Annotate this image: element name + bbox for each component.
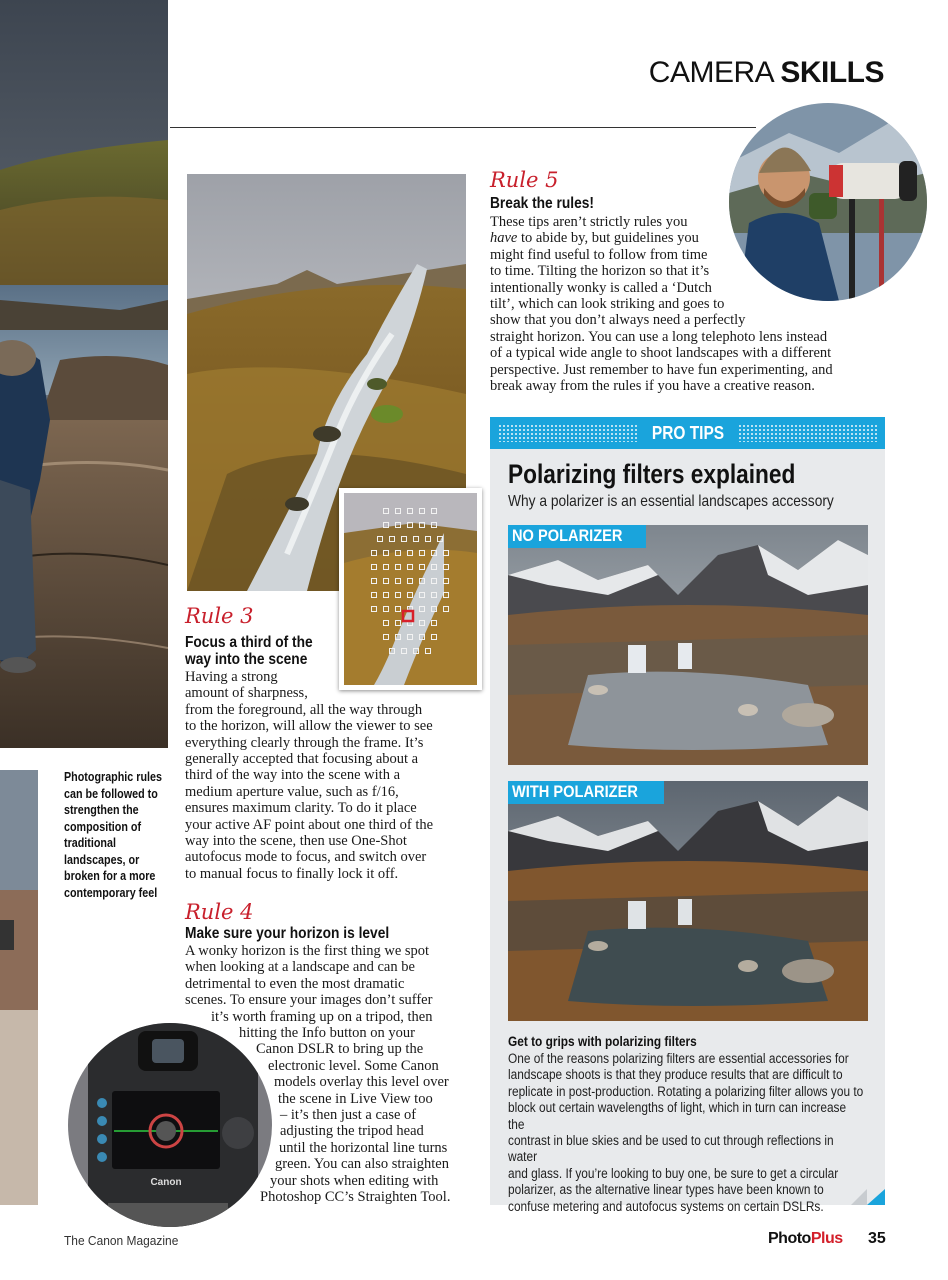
- text-line: ensures maximum clarity. To do it place: [185, 800, 417, 817]
- pro-tips-subtitle: Why a polarizer is an essential landscapes accessory: [508, 493, 834, 510]
- footer-brand-logo: [768, 1230, 843, 1248]
- text-line: have to abide by, but guidelines you: [490, 230, 699, 247]
- caption-line: broken for a more: [64, 869, 156, 883]
- text-line: perspective. Just remember to have fun experimenting, and: [490, 361, 833, 378]
- page-number: 35: [868, 1230, 886, 1247]
- text-line: landscape shoots is that they produce results that are difficult to: [508, 1067, 843, 1083]
- text-line: amount of sharpness,: [185, 685, 308, 702]
- coast-hiker-photo: [0, 0, 168, 748]
- rule-4-heading: Make sure your horizon is level: [185, 925, 390, 942]
- text-line: to time. Tilting the horizon so that it’s: [490, 263, 710, 280]
- section-title-bold: SKILLS: [780, 56, 884, 89]
- text-line: medium aperture value, such as f/16,: [185, 783, 399, 800]
- rule-3-heading: [185, 634, 340, 668]
- text-line: Having a strong: [185, 669, 278, 685]
- rule-4-number: Rule 4: [185, 900, 254, 924]
- text-line: contrast in blue skies and be used to cut through reflections in water: [508, 1133, 834, 1165]
- text-line: scenes. To ensure your images don’t suffer: [185, 992, 433, 1009]
- heading-line: way into the scene: [185, 651, 308, 668]
- text-line: intentionally wonky is called a ‘Dutch: [490, 279, 712, 296]
- text-line: tilt’, which can look striking and goes to: [490, 296, 725, 313]
- text-line: your shots when editing with: [270, 1172, 439, 1189]
- photo-caption: [64, 769, 160, 901]
- caption-line: landscapes, or: [64, 852, 140, 867]
- text-line: third of the way into the scene with a: [185, 767, 401, 784]
- banner-dots-right: [738, 424, 878, 442]
- pro-tips-body: [508, 1051, 864, 1215]
- text-line: show that you don’t always need a perfectly: [490, 312, 746, 329]
- brand-part-2: Plus: [810, 1230, 843, 1247]
- text-line: your active AF point about one third of the: [185, 816, 434, 833]
- brand-part-1: Photo: [768, 1230, 811, 1247]
- text-line: it’s worth framing up on a tripod, then: [211, 1008, 433, 1025]
- text-line: electronic level. Some Canon: [268, 1057, 439, 1074]
- pro-tips-title: Polarizing filters explained: [508, 459, 796, 489]
- corner-decoration: [851, 1189, 885, 1205]
- rule-5-heading: Break the rules!: [490, 195, 595, 212]
- text-line: adjusting the tripod head: [280, 1123, 424, 1140]
- text-line: hitting the Info button on your: [239, 1025, 415, 1042]
- pro-tips-box: [490, 417, 885, 1214]
- pro-tips-banner: [490, 417, 885, 449]
- text-line: confuse metering and autofocus systems on certain DSLRs.: [508, 1198, 824, 1214]
- text-line: replicate in post-production. Rotating a polarizing filter allows you to: [508, 1083, 864, 1099]
- section-title: [649, 56, 884, 90]
- text-line: straight horizon. You can use a long telephoto lens instead: [490, 328, 828, 345]
- text-line: One of the reasons polarizing filters are essential accessories for: [508, 1051, 849, 1066]
- rule-3-body: [185, 669, 457, 882]
- text-line: everything clearly through the frame. It’s: [185, 734, 424, 751]
- text-line: polarizer, as the alternative linear types have been known to: [508, 1182, 824, 1198]
- text-line: of a typical wide angle to shoot landscapes with a different: [490, 345, 832, 362]
- caption-line: strengthen the: [64, 803, 139, 817]
- text-line: Canon DSLR to bring up the: [256, 1041, 424, 1058]
- pro-tips-body-heading: Get to grips with polarizing filters: [508, 1034, 697, 1049]
- text-line: break away from the rules if you have a creative reason.: [490, 378, 815, 395]
- pro-tips-label: PRO TIPS: [651, 422, 724, 443]
- text-line: A wonky horizon is the first thing we spot: [185, 943, 430, 959]
- rule-3-number: Rule 3: [185, 604, 254, 628]
- text-line: autofocus mode to focus, and switch over: [185, 849, 427, 866]
- text-line: green. You can also straighten: [275, 1156, 449, 1173]
- no-polarizer-tag: NO POLARIZER: [508, 525, 646, 548]
- text-line: from the foreground, all the way through: [185, 701, 423, 718]
- rule-5-number: Rule 5: [490, 168, 559, 192]
- text-line: block out certain wavelengths of light, which in turn can increase the: [508, 1100, 847, 1132]
- text-line: These tips aren’t strictly rules you: [490, 214, 688, 230]
- text-line: detrimental to even the most dramatic: [185, 975, 405, 992]
- banner-dots-left: [498, 424, 638, 442]
- af-points-photo: [339, 488, 482, 690]
- with-polarizer-photo: [508, 781, 868, 1021]
- text-line: way into the scene, then use One-Shot: [185, 833, 407, 850]
- with-polarizer-tag: WITH POLARIZER: [508, 781, 664, 804]
- left-edge-photo: [0, 770, 38, 1205]
- camera-brand-text: Canon: [150, 1177, 182, 1188]
- heading-line: Focus a third of the: [185, 634, 313, 651]
- text-line: to the horizon, will allow the viewer to see: [185, 718, 433, 735]
- text-line: might find useful to follow from time: [490, 246, 708, 263]
- caption-line: Photographic rules: [64, 770, 162, 784]
- text-line: models overlay this level over: [274, 1074, 449, 1091]
- camera-level-photo: [68, 1023, 272, 1227]
- text-line: – it’s then just a case of: [280, 1107, 417, 1124]
- text-line: to manual focus to finally lock it off.: [185, 865, 399, 882]
- footer-magazine-name: The Canon Magazine: [64, 1233, 179, 1248]
- text-line: and glass. If you’re looking to buy one, be sure to get a circular: [508, 1165, 839, 1181]
- caption-line: composition of: [64, 819, 142, 834]
- caption-line: contemporary feel: [64, 885, 158, 900]
- caption-line: traditional: [64, 836, 116, 850]
- text-line: the scene in Live View too: [278, 1090, 433, 1107]
- section-title-light: CAMERA: [648, 56, 773, 89]
- text-line: when looking at a landscape and can be: [185, 959, 415, 976]
- rule-5-body: [490, 214, 870, 394]
- no-polarizer-photo: [508, 525, 868, 765]
- text-line: Photoshop CC’s Straighten Tool.: [260, 1189, 451, 1206]
- caption-line: can be followed to: [64, 786, 158, 801]
- header-divider: [170, 127, 756, 128]
- text-line: until the horizontal line turns: [279, 1139, 448, 1156]
- text-line: generally accepted that focusing about a: [185, 751, 419, 768]
